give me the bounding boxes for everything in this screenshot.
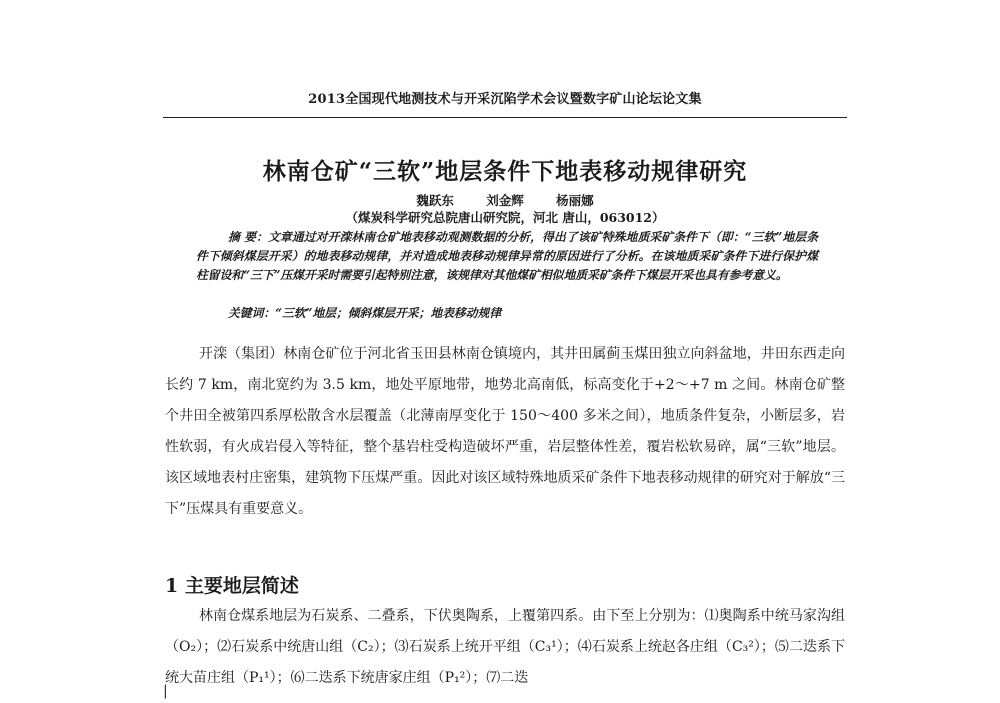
section-heading: 1 主要地层简述	[165, 575, 299, 597]
keywords-label: 关键词：	[228, 306, 276, 320]
keywords	[228, 304, 818, 321]
header-rule	[163, 117, 847, 118]
strata-paragraph: 林南仓煤系地层为石炭系、二叠系，下伏奥陶系，上覆第四系。由下至上分别为：⑴奥陶系中统马家沟组（O₂）；⑵石炭系中统唐山组（C₂）；⑶石炭系上统开平组（C₃¹）；⑷石炭系上统赵各庄组（C₃²）；⑸二迭系下统大苗庄组（P₁¹）；⑹二迭系下统唐家庄组（P₁²）；⑺二迭	[165, 608, 845, 686]
affiliation: （煤炭科学研究总院唐山研究院，河北 唐山，063012）	[345, 210, 665, 225]
abstract	[196, 228, 818, 285]
keywords-text: “三软”地层；倾斜煤层开采；地表移动规律	[275, 306, 502, 320]
proceedings-header: 2013全国现代地测技术与开采沉陷学术会议暨数字矿山论坛论文集	[308, 92, 702, 107]
intro-paragraph: 开滦（集团）林南仓矿位于河北省玉田县林南仓镇境内，其井田属蓟玉煤田独立向斜盆地，井田东西走向长约 7 km，南北宽约为 3.5 km，地处平原地带，地势北高南低，标高变化于+2～+7 m 之间。林南仓矿整个井田全被第四系厚松散含水层覆盖（北薄南厚变化于 150～400 多米之间），地质条件复杂，小断层多，岩性软弱，有火成岩侵入等特征，整个基岩柱受构造破坏严重，岩层整体性差，覆岩松软易碎，属“三软”地层。该区域地表村庄密集，建筑物下压煤严重。因此对该区域特殊地质采矿条件下地表移动规律的研究对于解放“三下”压煤具有重要意义。	[165, 346, 845, 517]
abstract-label: 摘 要：	[228, 230, 268, 244]
margin-mark: |	[163, 683, 168, 699]
paper-title: 林南仓矿“三软”地层条件下地表移动规律研究	[262, 158, 748, 185]
authors: 魏跃东 刘金辉 杨丽娜	[416, 193, 594, 208]
abstract-text: 文章通过对开滦林南仓矿地表移动观测数据的分析，得出了该矿特殊地质采矿条件下（即：“三软”地层条件下倾斜煤层开采）的地表移动规律，并对造成地表移动规律异常的原因进行了分析。在该地质采矿条件下进行保护煤柱留设和“三下”压煤开采时需要引起特别注意，该规律对其他煤矿相似地质采矿条件下煤层开采也具有参考意义。	[196, 230, 818, 282]
